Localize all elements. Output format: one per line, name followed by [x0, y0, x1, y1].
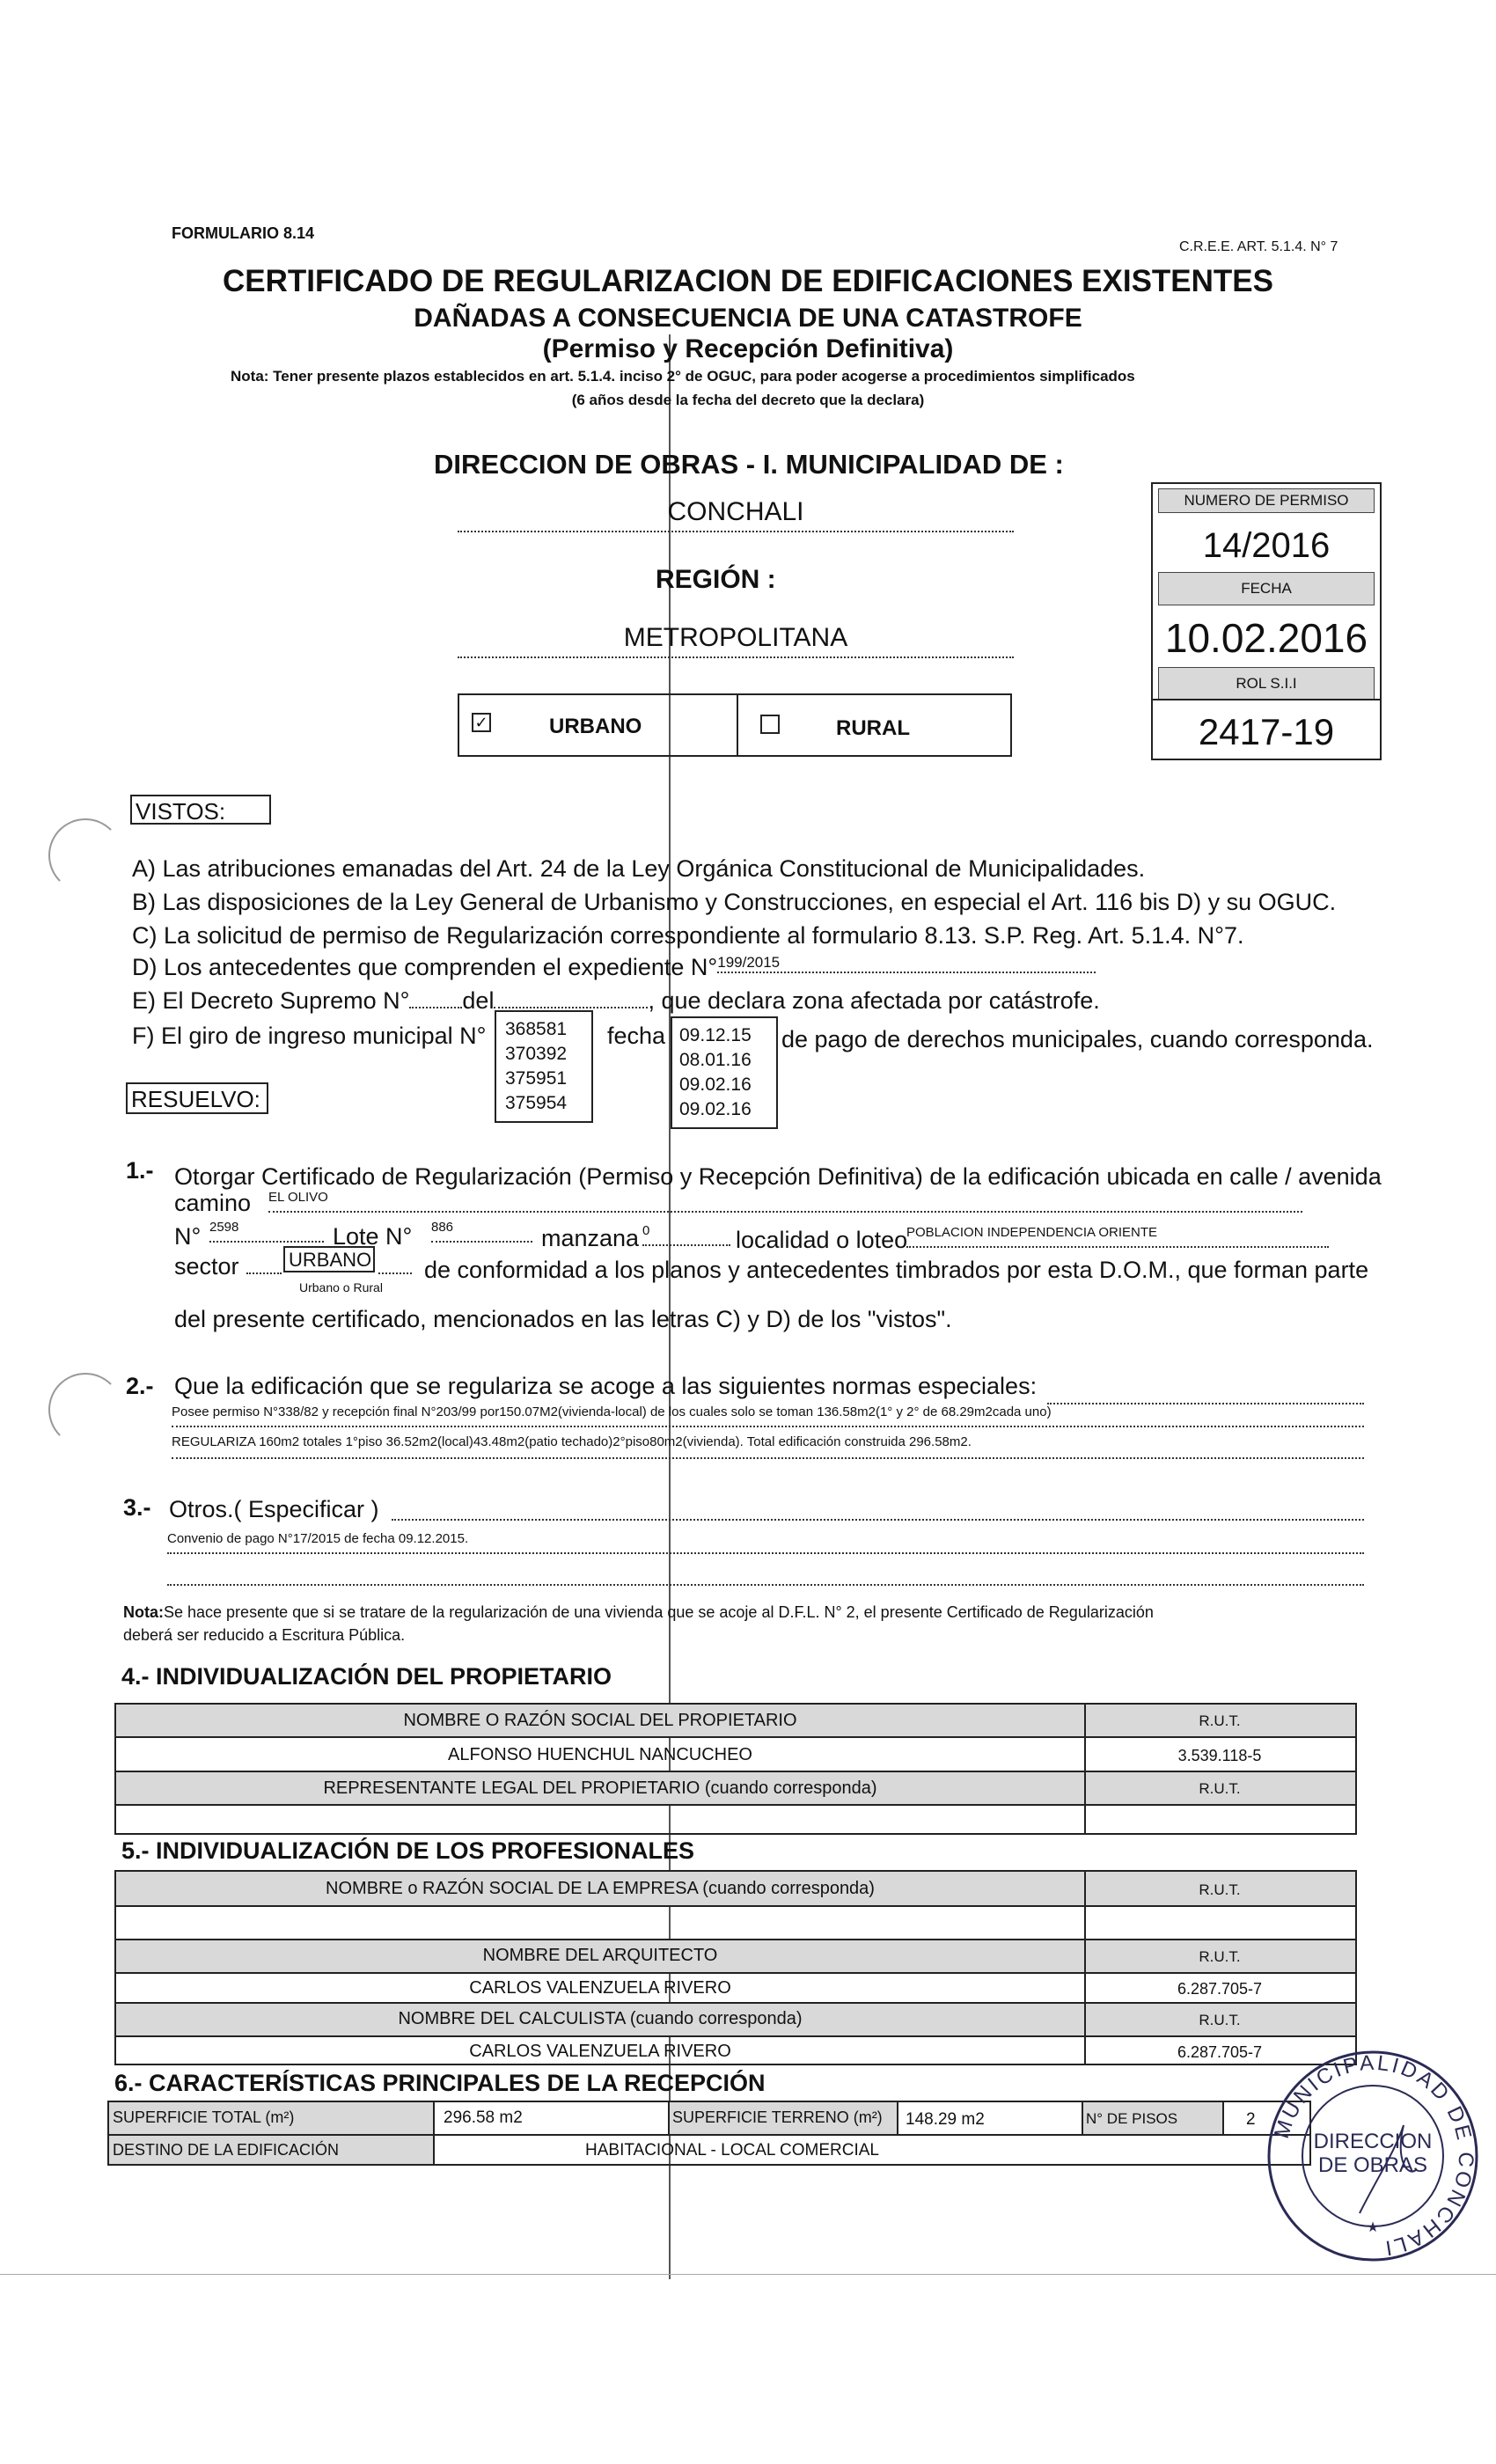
permit-number: 14/2016	[1202, 526, 1331, 565]
punch-hole-bottom	[48, 1373, 122, 1447]
vistos-a: A) Las atribuciones emanadas del Art. 24 de la Ley Orgánica Constitucional de Municipalidades.	[132, 855, 1146, 882]
lote-value: 886	[431, 1220, 532, 1243]
sup-terreno: 148.29 m2	[906, 2110, 985, 2129]
rep-label: REPRESENTANTE LEGAL DEL PROPIETARIO (cuando corresponda)	[323, 1778, 877, 1798]
vistos-e: E) El Decreto Supremo N° del , que declara zona afectada por catástrofe.	[132, 987, 1100, 1014]
rol-value: 2417-19	[1198, 711, 1335, 752]
municipal-stamp	[1263, 2046, 1483, 2266]
municipality-value: CONCHALI	[458, 497, 1014, 532]
giro-date: 09.02.16	[679, 1099, 752, 1119]
urbano-label: URBANO	[549, 715, 642, 738]
pisos-label: N° DE PISOS	[1086, 2110, 1178, 2127]
owner-name-label: NOMBRE O RAZÓN SOCIAL DEL PROPIETARIO	[403, 1711, 797, 1730]
giro-number: 375951	[505, 1068, 568, 1089]
rural-label: RURAL	[836, 716, 910, 740]
calculist-label: NOMBRE DEL CALCULISTA (cuando corresponda)	[398, 2009, 803, 2028]
item1-text: Otorgar Certificado de Regularización (Permiso y Recepción Definitiva) de la edificación ubicada en calle / avenida	[174, 1163, 1382, 1190]
rep-rut-label: R.U.T.	[1199, 1780, 1241, 1797]
section4-heading: 4.- INDIVIDUALIZACIÓN DEL PROPIETARIO	[121, 1663, 612, 1690]
vistos-f-fecha: fecha	[607, 1023, 666, 1049]
rol-label: ROL S.I.I	[1158, 667, 1375, 700]
stamp-line-2: DE OBRAS	[1317, 2153, 1428, 2177]
item3-text: Otros.( Especificar )	[169, 1496, 379, 1522]
expediente-value: 199/2015	[717, 954, 1096, 973]
calculist-name: CARLOS VALENZUELA RIVERO	[469, 2042, 731, 2061]
camino-value: EL OLIVO	[268, 1190, 1302, 1213]
manzana-value: 0	[642, 1223, 730, 1246]
title-sub: DAÑADAS A CONSECUENCIA DE UNA CATASTROFE	[414, 304, 1082, 333]
title-permiso: (Permiso y Recepción Definitiva)	[542, 334, 954, 363]
giro-date: 09.02.16	[679, 1074, 752, 1095]
stamp-ring-text: MUNICIPALIDAD DE CONCHALI	[1270, 2050, 1478, 2261]
vistos-d: D) Los antecedentes que comprenden el expediente N°199/2015	[132, 954, 1096, 981]
zone-box	[458, 693, 1012, 757]
section5-heading: 5.- INDIVIDUALIZACIÓN DE LOS PROFESIONALES	[121, 1837, 695, 1864]
giro-number: 368581	[505, 1019, 568, 1039]
vistos-b: B) Las disposiciones de la Ley General de Urbanismo y Construcciones, en especial el Art. 116 bis D) y su OGUC.	[132, 889, 1337, 915]
architect-name: CARLOS VALENZUELA RIVERO	[469, 1978, 731, 1998]
lote-label: Lote N°	[333, 1223, 413, 1250]
header-note: Nota: Tener presente plazos establecidos en art. 5.1.4. inciso 2° de OGUC, para poder acogerse a procedimientos simplificados	[231, 368, 1135, 385]
nota-line-2: deberá ser reducido a Escritura Pública.	[123, 1626, 406, 1644]
permit-number-label: NUMERO DE PERMISO	[1158, 488, 1375, 513]
destino: HABITACIONAL - LOCAL COMERCIAL	[585, 2141, 879, 2160]
item3-number: 3.-	[123, 1494, 151, 1521]
sup-terreno-label: SUPERFICIE TERRENO (m²)	[672, 2108, 883, 2126]
sector-label: sector	[174, 1253, 239, 1280]
giro-number: 375954	[505, 1093, 568, 1113]
n-value: 2598	[209, 1220, 324, 1243]
permit-date-label: FECHA	[1158, 572, 1375, 605]
item1-number: 1.-	[126, 1157, 154, 1184]
sector-value: URBANO	[283, 1246, 375, 1272]
owner-name: ALFONSO HUENCHUL NANCUCHEO	[448, 1745, 752, 1764]
punch-hole-top	[48, 818, 122, 892]
section6-heading: 6.- CARACTERÍSTICAS PRINCIPALES DE LA RECEPCIÓN	[114, 2070, 766, 2096]
vistos-f: F) El giro de ingreso municipal N°	[132, 1023, 487, 1049]
vistos-f-end: de pago de derechos municipales, cuando corresponda.	[781, 1026, 1374, 1052]
stamp-line-1: DIRECCION	[1313, 2130, 1433, 2153]
resuelvo-heading: RESUELVO:	[126, 1082, 268, 1114]
rural-checkbox[interactable]	[760, 715, 780, 734]
direction-heading: DIRECCION DE OBRAS - I. MUNICIPALIDAD DE :	[434, 449, 1064, 480]
calculist-rut-label: R.U.T.	[1199, 2012, 1241, 2028]
architect-rut: 6.287.705-7	[1177, 1980, 1263, 1998]
title-main: CERTIFICADO DE REGULARIZACION DE EDIFICACIONES EXISTENTES	[223, 264, 1273, 298]
owner-rut: 3.539.118-5	[1177, 1747, 1262, 1764]
architect-rut-label: R.U.T.	[1199, 1948, 1241, 1965]
calculist-rut: 6.287.705-7	[1177, 2043, 1263, 2061]
owner-rut-label: R.U.T.	[1199, 1712, 1241, 1729]
destino-label: DESTINO DE LA EDIFICACIÓN	[113, 2141, 340, 2159]
giro-date: 09.12.15	[679, 1025, 752, 1045]
item2-number: 2.-	[126, 1373, 154, 1399]
region-label: REGIÓN :	[656, 565, 776, 594]
item3-line-1: Convenio de pago N°17/2015 de fecha 09.12.2015.	[167, 1531, 1364, 1554]
camino-label: camino	[174, 1190, 252, 1216]
company-label: NOMBRE o RAZÓN SOCIAL DE LA EMPRESA (cuando corresponda)	[326, 1879, 875, 1898]
region-value: METROPOLITANA	[458, 623, 1014, 658]
vistos-heading: VISTOS:	[130, 795, 271, 825]
architect-label: NOMBRE DEL ARQUITECTO	[482, 1946, 718, 1965]
header-note-2: (6 años desde la fecha del decreto que la declara)	[571, 392, 925, 408]
pisos: 2	[1246, 2110, 1256, 2129]
reception-table	[107, 2101, 1311, 2166]
stamp-star-icon: ★	[1366, 2220, 1380, 2235]
giro-numbers-box	[495, 1010, 593, 1123]
item2-text: Que la edificación que se regulariza se acoge a las siguientes normas especiales:	[174, 1373, 1038, 1399]
page-bottom-rule	[0, 2274, 1496, 2275]
nota: Nota:Se hace presente que si se tratare de la regularización de una vivienda que se acoje al D.F.L. N° 2, el presente Certificado de Regularización	[123, 1603, 1154, 1621]
localidad-label: localidad o loteo	[736, 1227, 908, 1253]
giro-dates-box	[671, 1016, 778, 1129]
company-rut-label: R.U.T.	[1199, 1881, 1241, 1898]
owner-table	[114, 1703, 1357, 1835]
permit-date: 10.02.2016	[1164, 615, 1368, 661]
sup-total: 296.58 m2	[444, 2108, 523, 2127]
sector-sublabel: Urbano o Rural	[299, 1280, 383, 1294]
sup-total-label: SUPERFICIE TOTAL (m²)	[113, 2108, 295, 2126]
professionals-table	[114, 1870, 1357, 2065]
item2-line-2: REGULARIZA 160m2 totales 1°piso 36.52m2(local)43.48m2(patio techado)2°piso80m2(vivienda). Total edificación construida 296.58m2.	[172, 1434, 1364, 1459]
form-id: FORMULARIO 8.14	[172, 224, 315, 242]
localidad-value: POBLACION INDEPENDENCIA ORIENTE	[906, 1225, 1329, 1248]
giro-number: 370392	[505, 1044, 568, 1064]
n-label: N°	[174, 1223, 202, 1250]
permit-box	[1151, 482, 1382, 760]
vistos-c: C) La solicitud de permiso de Regularización correspondiente al formulario 8.13. S.P. Reg. Art. 5.1.4. N°7.	[132, 922, 1244, 949]
giro-date: 08.01.16	[679, 1050, 752, 1070]
manzana-label: manzana	[541, 1225, 640, 1251]
urbano-checkbox[interactable]: ✓	[472, 713, 491, 732]
item1-end: del presente certificado, mencionados en las letras C) y D) de los "vistos".	[174, 1306, 952, 1332]
sector-text: de conformidad a los planos y antecedentes timbrados por esta D.O.M., que forman parte	[424, 1257, 1369, 1283]
item2-line-1: Posee permiso N°338/82 y recepción final N°203/99 por150.07M2(vivienda-local) de los cuales solo se toman 136.58m2(1° y 2° de 68.29m2cada uno)	[172, 1404, 1364, 1427]
cree-ref: C.R.E.E. ART. 5.1.4. N° 7	[1179, 239, 1338, 254]
